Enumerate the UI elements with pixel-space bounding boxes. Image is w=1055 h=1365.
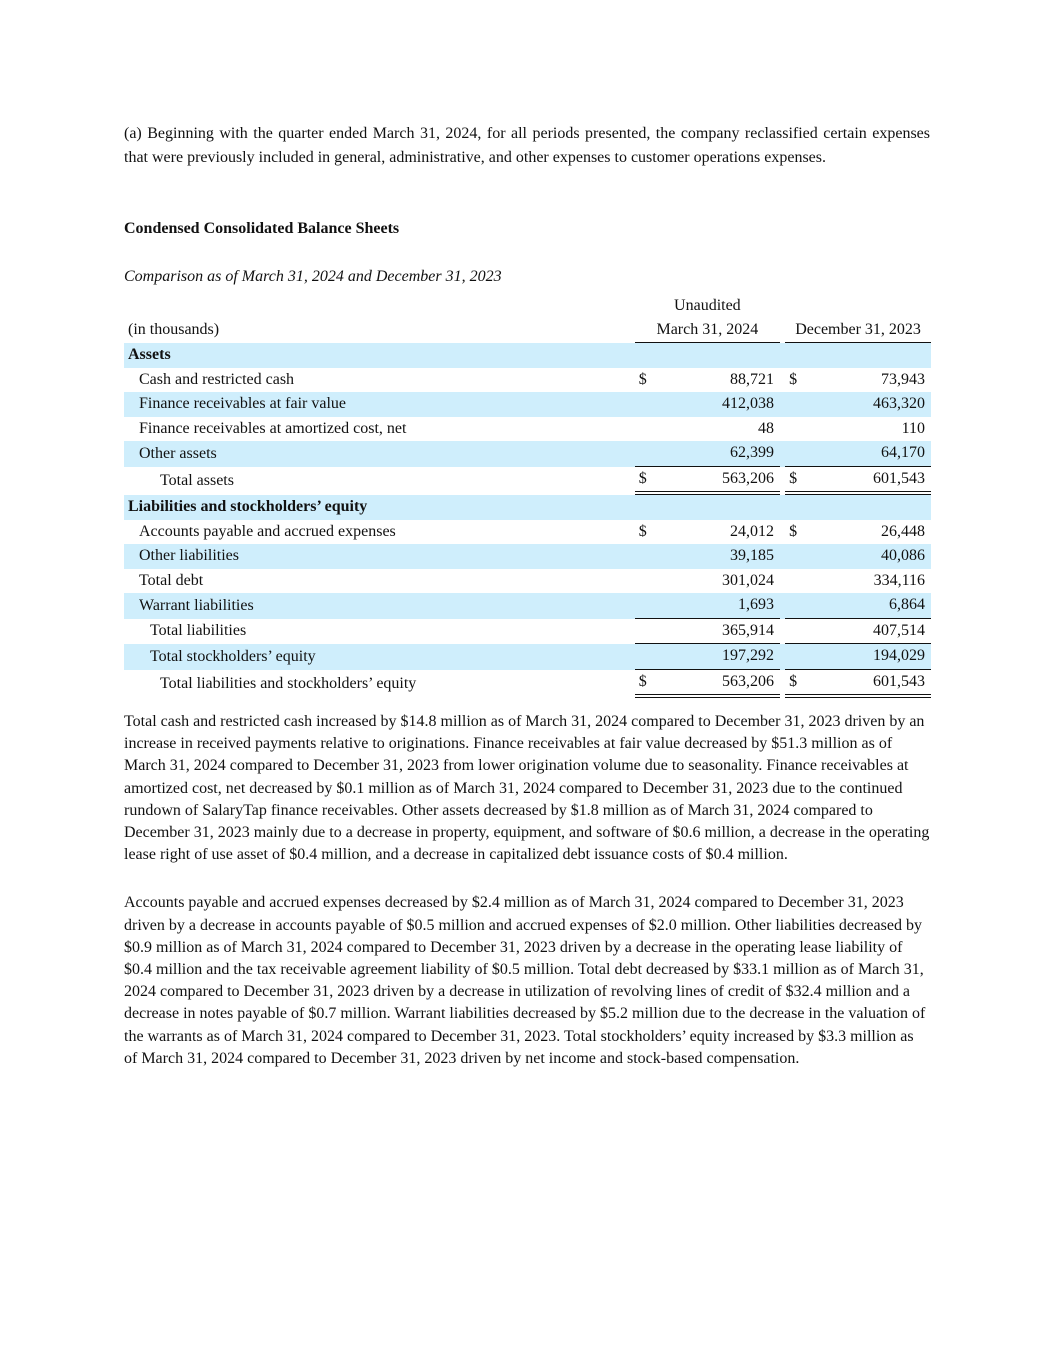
column-header-december-2023: December 31, 2023	[785, 318, 931, 344]
header-row	[124, 318, 931, 344]
table-row: Other assets 62,399 64,170	[124, 441, 931, 467]
balance-sheet-table	[124, 293, 931, 698]
table-row-subtotal: Total stockholders’ equity 197,292 194,029	[124, 644, 931, 670]
assets-commentary: Total cash and restricted cash increased by $14.8 million as of March 31, 2024 compared to December 31, 2023 driven by an increase in received payments relative to originations. Finance receivables at fair value decreased by $51.3 million as of March 31, 2024 compared to December 31, 2023 from lower origination volume due to seasonality. Finance receivables at amortized cost, net decreased by $0.1 million as of March 31, 2024 compared to December 31, 2023 due to the continued rundown of SalaryTap finance receivables. Other assets decreased by $1.8 million as of March 31, 2024 compared to December 31, 2023 mainly due to a decrease in property, equipment, and software of $0.6 million, a decrease in the operating lease right of use asset of $0.4 million, and a decrease in capitalized debt issuance costs of $0.4 million.	[124, 713, 930, 864]
table-row: Cash and restricted cash $ 88,721 $ 73,943	[139, 370, 925, 388]
section-subtitle: Comparison as of March 31, 2024 and December 31, 2023	[124, 268, 502, 285]
table-row-total: Total liabilities and stockholders’ equity $ 563,206 $ 601,543	[124, 670, 931, 699]
unaudited-label: Unaudited	[674, 296, 741, 314]
section-title: Condensed Consolidated Balance Sheets	[124, 220, 400, 237]
table-row: Other liabilities 39,185 40,086	[124, 544, 931, 569]
column-header-march-2024	[635, 296, 780, 344]
table-row-subtotal: Total liabilities 365,914 407,514	[124, 619, 931, 645]
liabilities-commentary: Accounts payable and accrued expenses decreased by $2.4 million as of March 31, 2024 compared to December 31, 2023 driven by a decrease in accounts payable of $0.5 million and accrued expenses of $2.0 million. Other liabilities decreased by $0.9 million as of March 31, 2024 compared to December 31, 2023 driven by a decrease in the operating lease liability of $0.4 million and the tax receivable agreement liability of $0.5 million. Total debt decreased by $33.1 million as of March 31, 2024 compared to December 31, 2023 driven by a decrease in utilization of revolving lines of credit of $32.4 million and a decrease in notes payable of $0.7 million. Warrant liabilities decreased by $5.2 million due to the decrease in the valuation of the warrants as of March 31, 2024 compared to December 31, 2023. Total stockholders’ equity increased by $3.3 million as of March 31, 2024 compared to December 31, 2023 driven by net income and stock-based compensation.	[124, 894, 926, 1067]
commentary	[124, 711, 930, 1096]
table-row-total: Total assets $ 563,206 $ 601,543	[124, 467, 931, 496]
section-heading-assets: Assets	[124, 343, 931, 368]
table-row: Finance receivables at amortized cost, net 48 110	[139, 419, 925, 437]
document-page	[124, 122, 930, 1067]
table-row: Total debt 301,024 334,116	[139, 571, 925, 589]
table-row: Accounts payable and accrued expenses $ 24,012 $ 26,448	[139, 522, 925, 540]
units-label: (in thousands)	[128, 321, 220, 339]
section-heading-liabilities: Liabilities and stockholders’ equity	[124, 495, 931, 520]
reclassification-note: (a) Beginning with the quarter ended March 31, 2024, for all periods presented, the company reclassified certain expenses that were previously included in general, administrative, and other expenses to customer operations expenses.	[124, 125, 930, 166]
table-row: Finance receivables at fair value 412,038 463,320	[124, 392, 931, 417]
header-row-top	[124, 293, 931, 318]
column-header-march-2024-text: March 31, 2024	[656, 320, 759, 338]
table-row: Warrant liabilities 1,693 6,864	[124, 593, 931, 619]
